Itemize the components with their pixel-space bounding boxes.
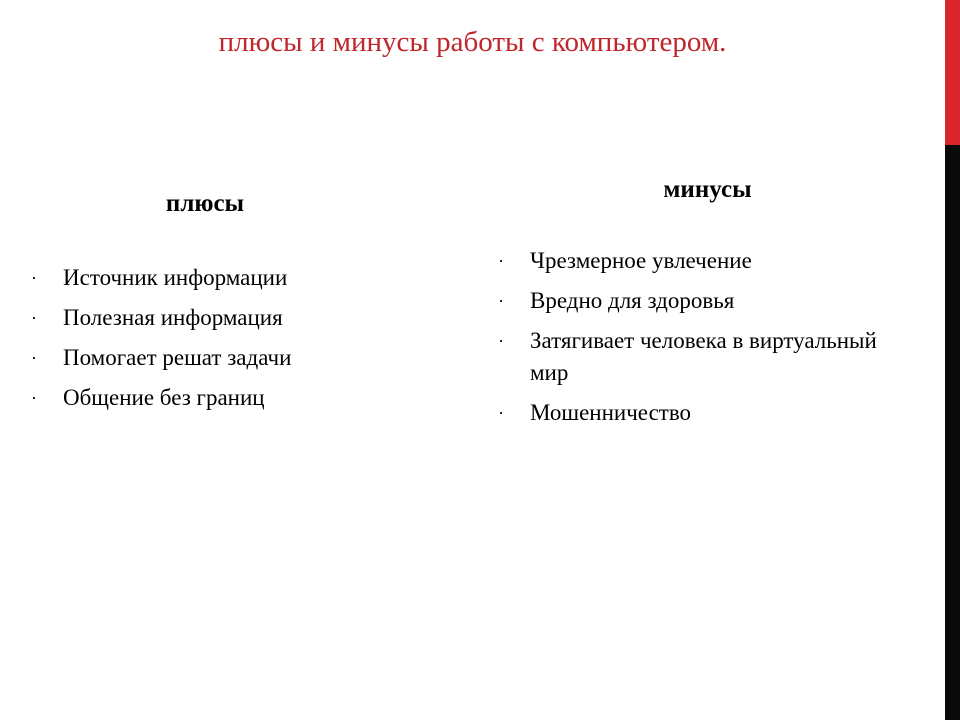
cons-item [494, 325, 914, 389]
bullet-icon: · [31, 348, 37, 368]
cons-item [494, 285, 914, 317]
pros-list [27, 262, 427, 422]
accent-bar-red [945, 0, 960, 145]
pros-item [27, 342, 427, 374]
bullet-icon: · [498, 403, 504, 423]
cons-item-text: Затягивает человека в виртуальный мир [530, 328, 877, 385]
cons-item-text: Чрезмерное увлечение [530, 248, 752, 273]
pros-item-text: Полезная информация [63, 305, 283, 330]
pros-item [27, 262, 427, 294]
cons-item [494, 397, 914, 429]
cons-heading: минусы [663, 176, 752, 203]
pros-item-text: Помогает решат задачи [63, 345, 292, 370]
bullet-icon: · [498, 291, 504, 311]
pros-item-text: Источник информации [63, 265, 288, 290]
bullet-icon: · [31, 388, 37, 408]
bullet-icon: · [31, 268, 37, 288]
bullet-icon: · [31, 308, 37, 328]
bullet-icon: · [498, 331, 504, 351]
cons-item-text: Мошенничество [530, 400, 692, 425]
pros-item [27, 382, 427, 414]
slide-title: плюсы и минусы работы с компьютером. [218, 26, 727, 58]
bullet-icon: · [498, 251, 504, 271]
cons-item [494, 245, 914, 277]
pros-item-text: Общение без границ [63, 385, 265, 410]
cons-item-text: Вредно для здоровья [530, 288, 735, 313]
pros-item [27, 302, 427, 334]
accent-bar-black [945, 145, 960, 720]
pros-heading: плюсы [165, 190, 245, 217]
cons-list [494, 245, 914, 437]
